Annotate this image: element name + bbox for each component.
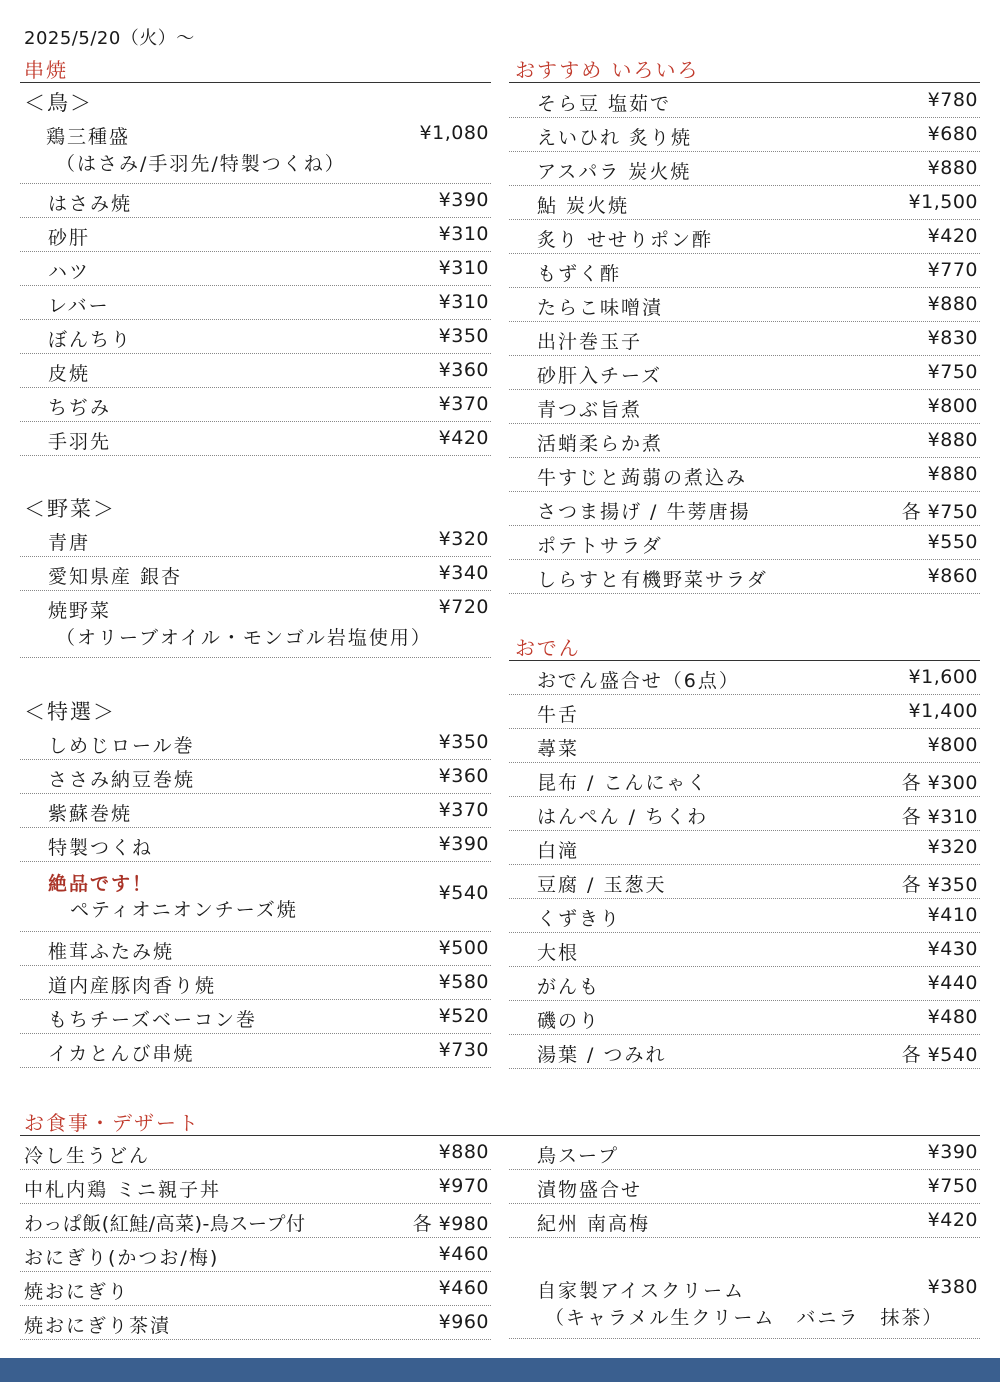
item-name: おでん盛合せ（6点）	[537, 670, 740, 692]
menu-item	[509, 797, 980, 831]
item-price: ¥880	[438, 1141, 489, 1163]
item-note: （オリーブオイル・モンゴル岩塩使用）	[56, 627, 432, 649]
item-name: ペティオニオンチーズ焼	[70, 899, 298, 921]
menu-item	[509, 1271, 980, 1339]
item-price: ¥380	[927, 1276, 978, 1298]
item-price: ¥520	[438, 1005, 489, 1027]
item-name: そら豆 塩茹で	[537, 93, 672, 115]
item-note: （キャラメル生クリーム バニラ 抹茶）	[545, 1307, 944, 1329]
footer-bar	[0, 1358, 1000, 1382]
item-name: ちぢみ	[48, 397, 112, 419]
item-price: ¥720	[438, 596, 489, 618]
item-name: えいひれ 炙り焼	[537, 127, 693, 149]
item-name: 焼おにぎり茶漬	[24, 1315, 172, 1337]
item-name: 大根	[537, 942, 580, 964]
section-rule	[509, 82, 980, 83]
menu-item	[509, 695, 980, 729]
item-name: ぼんちり	[48, 329, 133, 351]
menu-item	[20, 1204, 491, 1238]
item-price: ¥420	[927, 1209, 978, 1231]
item-price: ¥830	[927, 327, 978, 349]
item-price: ¥680	[927, 123, 978, 145]
item-name: わっぱ飯(紅鮭/高菜)-鳥スープ付	[24, 1213, 306, 1235]
menu-item	[20, 523, 491, 557]
item-name: もずく酢	[537, 263, 622, 285]
item-price: ¥1,500	[908, 191, 978, 213]
menu-item	[509, 84, 980, 118]
menu-item	[509, 831, 980, 865]
item-name: 鮎 炭火焼	[537, 195, 630, 217]
item-price: 各 ¥750	[901, 501, 978, 523]
menu-item	[509, 729, 980, 763]
item-price: ¥350	[438, 731, 489, 753]
item-price: 各 ¥350	[901, 874, 978, 896]
item-name: 磯のり	[537, 1010, 601, 1032]
item-name: 砂肝	[48, 227, 91, 249]
menu-item	[20, 1306, 491, 1340]
item-price: ¥730	[438, 1039, 489, 1061]
item-name: しらすと有機野菜サラダ	[537, 569, 768, 591]
item-name: さつま揚げ / 牛蒡唐揚	[537, 501, 751, 523]
item-name: 青唐	[48, 532, 91, 554]
menu-item	[509, 661, 980, 695]
item-price: ¥1,600	[908, 666, 978, 688]
item-name: 紫蘇巻焼	[48, 803, 133, 825]
item-price: ¥360	[438, 765, 489, 787]
menu-item	[20, 252, 491, 286]
menu-item	[509, 1170, 980, 1204]
item-name: 青つぶ旨煮	[537, 399, 643, 421]
menu-item	[20, 1136, 491, 1170]
item-price: ¥500	[438, 937, 489, 959]
menu-item	[509, 899, 980, 933]
item-name: 道内産豚肉香り焼	[48, 975, 217, 997]
subheader-tori: ＜鳥＞	[24, 91, 93, 115]
item-name: 手羽先	[48, 431, 112, 453]
item-name: 中札内鶏 ミニ親子丼	[24, 1179, 222, 1201]
item-name: アスパラ 炭火焼	[537, 161, 692, 183]
item-price: ¥800	[927, 734, 978, 756]
menu-item	[20, 1000, 491, 1034]
menu-item	[509, 458, 980, 492]
item-name: 紀州 南高梅	[537, 1213, 651, 1235]
menu-item	[20, 557, 491, 591]
menu-item	[20, 388, 491, 422]
menu-item	[20, 1170, 491, 1204]
item-price: ¥320	[927, 836, 978, 858]
item-price: ¥360	[438, 359, 489, 381]
menu-item	[509, 1204, 980, 1238]
item-price: ¥480	[927, 1006, 978, 1028]
item-name: 牛すじと蒟蒻の煮込み	[537, 467, 748, 489]
item-name: 白滝	[537, 840, 580, 862]
item-price: ¥970	[438, 1175, 489, 1197]
empty-row	[509, 1238, 980, 1271]
item-name: 砂肝入チーズ	[537, 365, 663, 387]
section-title-kushiyaki: 串焼	[24, 58, 68, 82]
menu-item	[509, 933, 980, 967]
section-title-shokuji: お食事・デザート	[24, 1111, 200, 1135]
menu-item	[20, 286, 491, 320]
item-price: ¥310	[438, 223, 489, 245]
menu-item	[509, 424, 980, 458]
item-price: ¥310	[438, 291, 489, 313]
osusume-column	[509, 84, 980, 594]
menu-item	[20, 966, 491, 1000]
item-price: ¥1,080	[419, 122, 489, 144]
menu-item	[509, 254, 980, 288]
item-price: ¥410	[927, 904, 978, 926]
item-price: ¥580	[438, 971, 489, 993]
item-name: おにぎり(かつお/梅)	[24, 1247, 220, 1269]
item-name: 活蛸柔らか煮	[537, 433, 664, 455]
item-name: イカとんび串焼	[48, 1043, 195, 1065]
item-price: 各 ¥310	[901, 806, 978, 828]
menu-item	[20, 422, 491, 456]
item-name: 漬物盛合せ	[537, 1179, 643, 1201]
item-name: 出汁巻玉子	[537, 331, 643, 353]
item-name: ポテトサラダ	[537, 535, 663, 557]
item-name: くずきり	[537, 908, 622, 930]
item-price: ¥880	[927, 293, 978, 315]
menu-item	[20, 591, 491, 658]
item-name: 炙り せせりポン酢	[537, 229, 714, 251]
item-price: ¥460	[438, 1277, 489, 1299]
menu-item	[509, 967, 980, 1001]
menu-item	[20, 184, 491, 218]
menu-item	[509, 220, 980, 254]
item-price: ¥320	[438, 528, 489, 550]
item-name: 愛知県産 銀杏	[48, 566, 183, 588]
shokuji-right-column	[509, 1136, 980, 1339]
kushiyaki-column	[20, 84, 491, 1068]
menu-item	[20, 932, 491, 966]
menu-item	[509, 865, 980, 899]
item-name: たらこ味噌漬	[537, 297, 664, 319]
item-name: 昆布 / こんにゃく	[537, 772, 709, 794]
item-price: ¥750	[927, 361, 978, 383]
menu-item	[20, 760, 491, 794]
item-note: （はさみ/手羽先/特製つくね）	[56, 153, 346, 175]
menu-item	[20, 218, 491, 252]
item-name: 牛舌	[537, 704, 580, 726]
menu-item	[509, 1035, 980, 1069]
section-rule	[20, 82, 491, 83]
item-name: はさみ焼	[48, 193, 133, 215]
item-name: 特製つくね	[48, 837, 154, 859]
item-price: 各 ¥540	[901, 1044, 978, 1066]
item-price: ¥880	[927, 429, 978, 451]
item-price: ¥340	[438, 562, 489, 584]
item-price: ¥390	[438, 189, 489, 211]
shokuji-left-column	[20, 1136, 491, 1340]
item-price: ¥420	[438, 427, 489, 449]
menu-item	[509, 492, 980, 526]
item-price: ¥370	[438, 393, 489, 415]
item-name: もちチーズベーコン巻	[48, 1009, 258, 1031]
item-price: ¥770	[927, 259, 978, 281]
menu-item	[20, 1272, 491, 1306]
item-price: ¥750	[927, 1175, 978, 1197]
item-price: ¥370	[438, 799, 489, 821]
menu-item	[509, 526, 980, 560]
item-name: 鶏三種盛	[46, 126, 131, 148]
menu-item	[509, 118, 980, 152]
item-name: 冷し生うどん	[24, 1145, 151, 1167]
item-price: ¥310	[438, 257, 489, 279]
item-name: 鳥スープ	[537, 1145, 620, 1167]
menu-item	[20, 828, 491, 862]
menu-item	[509, 322, 980, 356]
subheader-tokusen: ＜特選＞	[24, 700, 116, 724]
menu-item	[509, 152, 980, 186]
item-name: 焼野菜	[48, 600, 112, 622]
item-price: ¥390	[927, 1141, 978, 1163]
menu-item	[20, 794, 491, 828]
subheader-yasai: ＜野菜＞	[24, 497, 116, 521]
item-name: ささみ納豆巻焼	[48, 769, 196, 791]
menu-item	[509, 763, 980, 797]
item-price: ¥350	[438, 325, 489, 347]
item-name: がんも	[537, 976, 601, 998]
menu-item	[20, 1034, 491, 1068]
section-title-oden: おでん	[515, 636, 581, 660]
section-title-osusume: おすすめ いろいろ	[515, 58, 700, 82]
item-price: ¥390	[438, 833, 489, 855]
item-price: ¥420	[927, 225, 978, 247]
item-price: ¥800	[927, 395, 978, 417]
item-price: 各 ¥300	[901, 772, 978, 794]
item-price: ¥780	[927, 89, 978, 111]
oden-column	[509, 661, 980, 1069]
menu-item	[20, 726, 491, 760]
item-name: 焼おにぎり	[24, 1281, 130, 1303]
item-price: ¥860	[927, 565, 978, 587]
item-name: 湯葉 / つみれ	[537, 1044, 667, 1066]
item-price: ¥1,400	[908, 700, 978, 722]
menu-item	[20, 320, 491, 354]
item-name: 皮焼	[48, 363, 91, 385]
menu-item	[509, 356, 980, 390]
menu-item	[509, 288, 980, 322]
menu-date: 2025/5/20（火）～	[24, 28, 195, 49]
menu-item	[509, 1136, 980, 1170]
item-name: しめじロール巻	[48, 735, 195, 757]
item-price: ¥460	[438, 1243, 489, 1265]
menu-item-special	[20, 862, 491, 932]
menu-item	[509, 560, 980, 594]
item-price: ¥880	[927, 157, 978, 179]
item-name: 豆腐 / 玉葱天	[537, 874, 667, 896]
item-price: ¥440	[927, 972, 978, 994]
item-price: ¥960	[438, 1311, 489, 1333]
menu-item	[20, 1238, 491, 1272]
menu-item	[509, 1001, 980, 1035]
special-label: 絶品です！	[48, 873, 154, 895]
item-price: 各 ¥980	[412, 1213, 489, 1235]
item-name: レバー	[48, 295, 110, 317]
item-price: ¥540	[438, 882, 489, 904]
item-price: ¥550	[927, 531, 978, 553]
item-name: 蕁菜	[537, 738, 580, 760]
menu-item	[509, 390, 980, 424]
menu-item	[509, 186, 980, 220]
menu-item	[20, 354, 491, 388]
item-price: ¥430	[927, 938, 978, 960]
item-price: ¥880	[927, 463, 978, 485]
item-name: はんぺん / ちくわ	[537, 806, 709, 828]
menu-item	[20, 117, 491, 184]
item-name: ハツ	[48, 261, 91, 283]
item-name: 自家製アイスクリーム	[537, 1280, 746, 1302]
item-name: 椎茸ふたみ焼	[48, 941, 175, 963]
